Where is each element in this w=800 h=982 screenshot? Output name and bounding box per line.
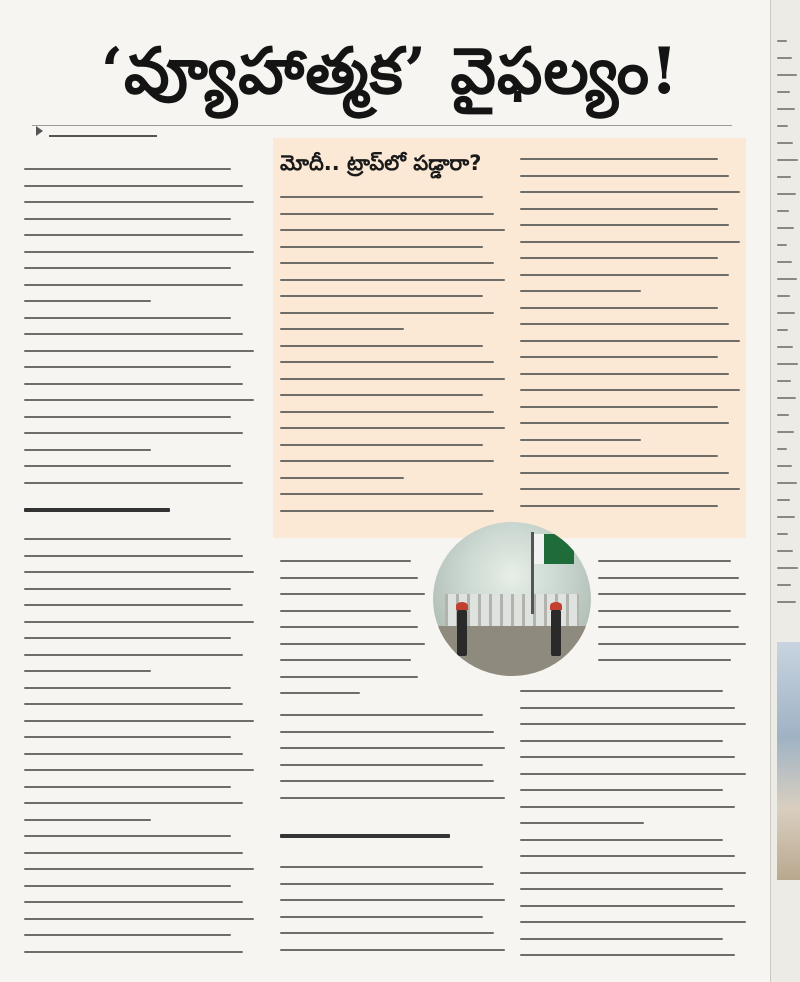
text-line-placeholder — [598, 610, 731, 612]
text-line-placeholder — [24, 703, 243, 705]
text-line-placeholder — [520, 806, 735, 808]
article-column-3-upper — [598, 552, 746, 672]
adjacent-page-strip — [770, 0, 800, 982]
strip-text-line — [777, 329, 788, 331]
strip-text-line — [777, 584, 791, 586]
strip-text-line — [777, 431, 794, 433]
text-line-placeholder — [24, 769, 254, 771]
text-line-placeholder — [280, 797, 505, 799]
text-line-placeholder — [24, 802, 243, 804]
text-line-placeholder — [280, 731, 494, 733]
text-line-placeholder — [520, 789, 723, 791]
text-line-placeholder — [520, 208, 718, 210]
text-line-placeholder — [520, 690, 723, 692]
text-line-placeholder — [24, 350, 254, 352]
text-line-placeholder — [24, 687, 231, 689]
text-line-placeholder — [280, 659, 411, 661]
text-line-placeholder — [280, 312, 494, 314]
text-line-placeholder — [24, 333, 243, 335]
strip-text-line — [777, 210, 789, 212]
text-line-placeholder — [598, 577, 739, 579]
text-line-placeholder — [520, 822, 644, 824]
text-line-placeholder — [280, 692, 360, 694]
text-line-placeholder — [280, 411, 494, 413]
text-line-placeholder — [24, 720, 254, 722]
text-line-placeholder — [280, 460, 494, 462]
strip-text-line — [777, 244, 787, 246]
text-line-placeholder — [24, 786, 231, 788]
strip-text-line — [777, 176, 791, 178]
strip-text-line — [777, 363, 798, 365]
strip-text-line — [777, 295, 790, 297]
sidebar-box-heading: మోదీ.. ట్రాప్‌లో పడ్డారా? — [280, 151, 482, 175]
text-line-placeholder — [520, 422, 729, 424]
text-line-placeholder — [520, 406, 718, 408]
text-line-placeholder — [520, 740, 723, 742]
text-line-placeholder — [24, 416, 231, 418]
text-line-placeholder — [520, 905, 735, 907]
text-line-placeholder — [280, 246, 483, 248]
text-line-placeholder — [520, 505, 718, 507]
text-line-placeholder — [520, 839, 723, 841]
text-line-placeholder — [280, 493, 483, 495]
strip-text-line — [777, 74, 797, 76]
text-line-placeholder — [520, 323, 729, 325]
text-line-placeholder — [598, 560, 731, 562]
strip-text-line — [777, 40, 787, 42]
text-line-placeholder — [520, 241, 740, 243]
text-line-placeholder — [280, 229, 505, 231]
text-line-placeholder — [520, 175, 729, 177]
subhead-2-placeholder — [280, 826, 450, 846]
text-line-placeholder — [520, 439, 641, 441]
strip-text-line — [777, 312, 795, 314]
text-line-placeholder — [598, 643, 746, 645]
strip-text-line — [777, 108, 795, 110]
article-column-1-top — [24, 160, 254, 495]
text-line-placeholder — [520, 290, 641, 292]
strip-text-line — [777, 482, 797, 484]
strip-text-line — [777, 227, 794, 229]
headline: ‘వ్యూహాత్మక’ వైఫల్యం! — [100, 34, 680, 109]
text-line-placeholder — [280, 328, 404, 330]
text-line-placeholder — [520, 938, 723, 940]
text-line-placeholder — [280, 345, 483, 347]
text-line-placeholder — [520, 488, 740, 490]
text-line-placeholder — [24, 819, 151, 821]
text-line-placeholder — [24, 918, 254, 920]
text-line-placeholder — [24, 670, 151, 672]
text-line-placeholder — [280, 866, 483, 868]
text-line-placeholder — [520, 389, 740, 391]
text-line-placeholder — [280, 427, 505, 429]
strip-text-line — [777, 125, 788, 127]
text-line-placeholder — [24, 885, 231, 887]
text-line-placeholder — [24, 317, 231, 319]
text-line-placeholder — [280, 213, 494, 215]
text-line-placeholder — [598, 626, 739, 628]
article-column-1-bottom — [24, 530, 254, 970]
article-column-2-bottom — [280, 858, 505, 973]
photo-border-ceremony — [433, 522, 591, 676]
text-line-placeholder — [520, 756, 735, 758]
text-line-placeholder — [520, 340, 740, 342]
text-line-placeholder — [520, 191, 740, 193]
text-line-placeholder — [280, 378, 505, 380]
article-column-2-lower — [280, 706, 505, 816]
text-line-placeholder — [24, 399, 254, 401]
text-line-placeholder — [24, 654, 243, 656]
text-line-placeholder — [520, 455, 718, 457]
text-line-placeholder — [280, 361, 494, 363]
continued-label-placeholder — [49, 125, 157, 137]
text-line-placeholder — [520, 356, 718, 358]
text-line-placeholder — [24, 366, 231, 368]
text-line-placeholder — [24, 218, 231, 220]
text-line-placeholder — [24, 621, 254, 623]
text-line-placeholder — [520, 274, 729, 276]
text-line-placeholder — [24, 432, 243, 434]
text-line-placeholder — [520, 921, 746, 923]
text-line-placeholder — [520, 224, 729, 226]
text-line-placeholder — [280, 477, 404, 479]
text-line-placeholder — [24, 835, 231, 837]
text-line-placeholder — [520, 723, 746, 725]
strip-text-line — [777, 57, 792, 59]
strip-text-line — [777, 380, 791, 382]
strip-text-line — [777, 261, 792, 263]
text-line-placeholder — [520, 855, 735, 857]
text-line-placeholder — [520, 872, 746, 874]
text-line-placeholder — [280, 949, 505, 951]
text-line-placeholder — [520, 257, 718, 259]
text-line-placeholder — [280, 764, 483, 766]
text-line-placeholder — [24, 901, 243, 903]
text-line-placeholder — [24, 753, 243, 755]
text-line-placeholder — [280, 676, 418, 678]
text-line-placeholder — [280, 883, 494, 885]
subhead-1-placeholder — [24, 500, 170, 520]
text-line-placeholder — [520, 373, 729, 375]
strip-text-line — [777, 159, 798, 161]
text-line-placeholder — [520, 773, 746, 775]
text-line-placeholder — [24, 736, 231, 738]
text-line-placeholder — [280, 577, 418, 579]
text-line-placeholder — [520, 307, 718, 309]
text-line-placeholder — [24, 449, 151, 451]
strip-text-line — [777, 516, 795, 518]
text-line-placeholder — [24, 383, 243, 385]
text-line-placeholder — [24, 538, 231, 540]
text-line-placeholder — [24, 300, 151, 302]
sidebar-box-column-2 — [520, 150, 740, 528]
text-line-placeholder — [280, 593, 425, 595]
text-line-placeholder — [24, 852, 243, 854]
text-line-placeholder — [24, 555, 243, 557]
text-line-placeholder — [24, 201, 254, 203]
text-line-placeholder — [280, 196, 483, 198]
strip-text-line — [777, 142, 793, 144]
text-line-placeholder — [24, 234, 243, 236]
article-column-2-upper — [280, 552, 425, 702]
text-line-placeholder — [24, 482, 243, 484]
article-column-3-lower — [520, 682, 746, 972]
strip-text-line — [777, 567, 798, 569]
text-line-placeholder — [24, 168, 231, 170]
text-line-placeholder — [598, 593, 746, 595]
text-line-placeholder — [280, 295, 483, 297]
text-line-placeholder — [24, 588, 231, 590]
text-line-placeholder — [520, 954, 735, 956]
text-line-placeholder — [280, 916, 483, 918]
text-line-placeholder — [280, 899, 505, 901]
text-line-placeholder — [24, 637, 231, 639]
strip-text-line — [777, 601, 796, 603]
triangle-right-icon — [36, 126, 43, 136]
text-line-placeholder — [280, 643, 425, 645]
text-line-placeholder — [280, 932, 494, 934]
strip-text-line — [777, 193, 796, 195]
text-line-placeholder — [24, 251, 254, 253]
text-line-placeholder — [24, 868, 254, 870]
text-line-placeholder — [280, 626, 418, 628]
text-line-placeholder — [24, 284, 243, 286]
text-line-placeholder — [24, 267, 231, 269]
text-line-placeholder — [24, 934, 231, 936]
text-line-placeholder — [24, 185, 243, 187]
text-line-placeholder — [280, 510, 494, 512]
strip-text-line — [777, 465, 792, 467]
text-line-placeholder — [280, 444, 483, 446]
text-line-placeholder — [280, 714, 483, 716]
text-line-placeholder — [280, 394, 483, 396]
text-line-placeholder — [280, 780, 494, 782]
text-line-placeholder — [280, 560, 411, 562]
text-line-placeholder — [280, 610, 411, 612]
text-line-placeholder — [24, 571, 254, 573]
continued-from — [36, 120, 157, 142]
text-line-placeholder — [280, 262, 494, 264]
text-line-placeholder — [24, 604, 243, 606]
strip-text-line — [777, 533, 788, 535]
text-line-placeholder — [280, 279, 505, 281]
sidebar-box-column-1 — [280, 188, 505, 528]
strip-text-line — [777, 499, 790, 501]
text-line-placeholder — [520, 472, 729, 474]
text-line-placeholder — [520, 888, 723, 890]
strip-text-line — [777, 397, 796, 399]
strip-text-line — [777, 550, 793, 552]
text-line-placeholder — [280, 747, 505, 749]
strip-text-line — [777, 91, 790, 93]
text-line-placeholder — [520, 707, 735, 709]
text-line-placeholder — [24, 465, 231, 467]
strip-text-line — [777, 414, 789, 416]
text-line-placeholder — [598, 659, 731, 661]
strip-text-line — [777, 448, 787, 450]
strip-text-line — [777, 346, 793, 348]
adjacent-page-photo — [777, 642, 800, 880]
text-line-placeholder — [520, 158, 718, 160]
strip-text-line — [777, 278, 797, 280]
text-line-placeholder — [24, 951, 243, 953]
